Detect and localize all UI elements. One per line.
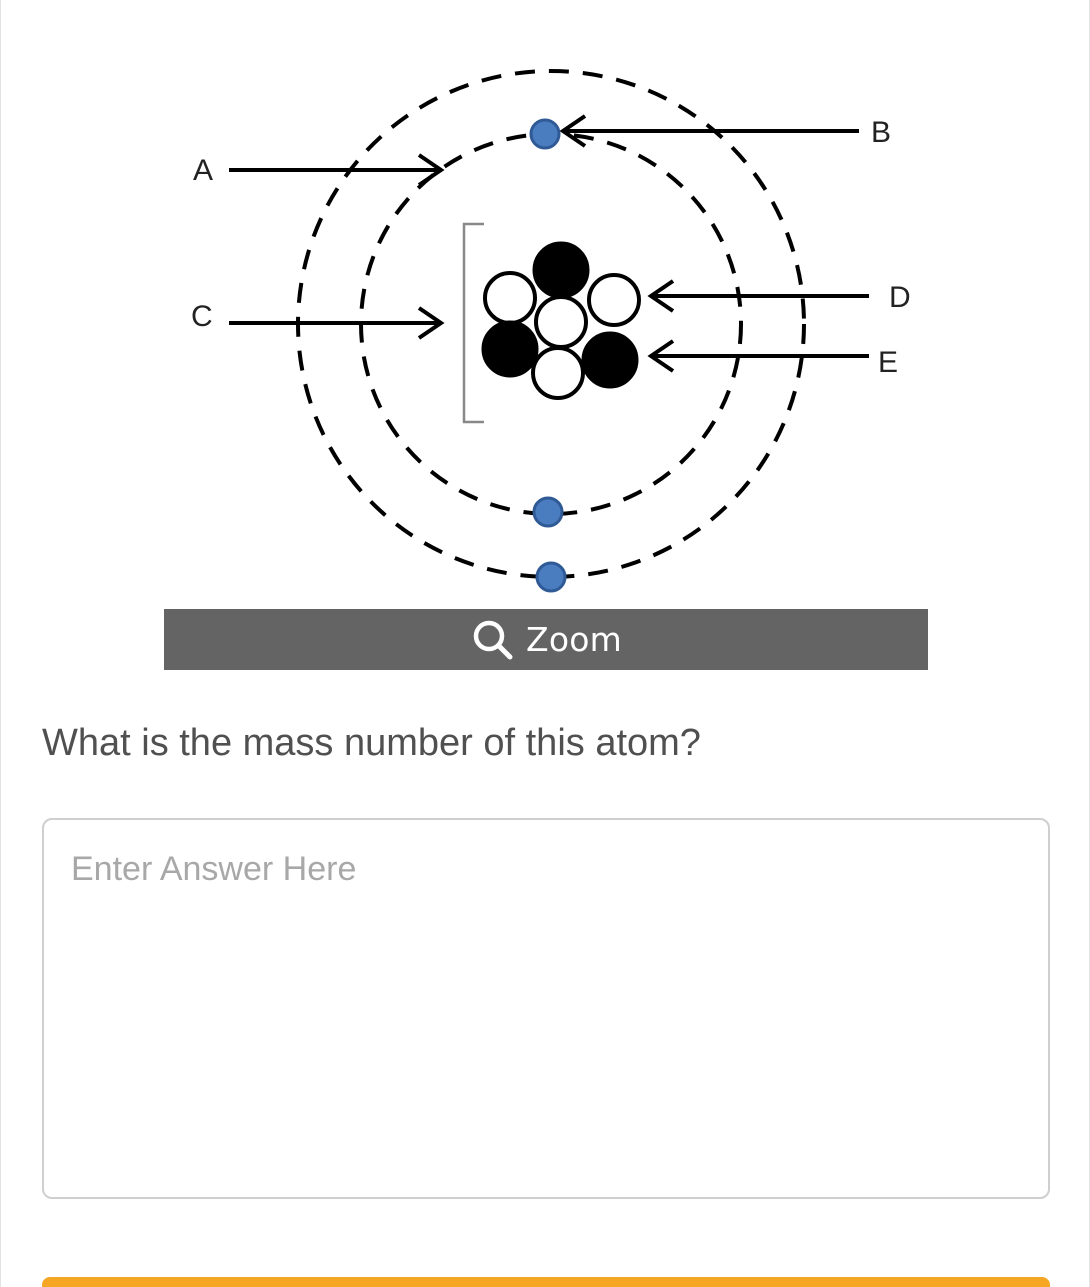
arrow-b bbox=[563, 116, 859, 146]
label-a: A bbox=[193, 154, 214, 187]
neutron bbox=[589, 275, 639, 325]
arrow-c bbox=[229, 308, 441, 338]
label-b: B bbox=[871, 116, 892, 149]
zoom-button[interactable] bbox=[164, 609, 928, 670]
proton bbox=[483, 322, 537, 376]
submit-button[interactable] bbox=[42, 1277, 1050, 1287]
answer-input[interactable] bbox=[42, 818, 1050, 1199]
label-e: E bbox=[878, 346, 899, 379]
question-text: What is the mass number of this atom? bbox=[42, 722, 701, 764]
neutron bbox=[536, 297, 586, 347]
zoom-label: Zoom bbox=[526, 620, 622, 659]
nucleus-bracket bbox=[464, 224, 484, 422]
label-d: D bbox=[889, 281, 911, 314]
magnifier-icon bbox=[470, 617, 516, 663]
electron bbox=[534, 498, 562, 526]
arrow-e bbox=[651, 341, 869, 371]
atom-diagram bbox=[1, 0, 1090, 610]
electron bbox=[537, 563, 565, 591]
neutron bbox=[485, 273, 535, 323]
atom-diagram-svg bbox=[1, 0, 1090, 610]
label-c: C bbox=[191, 300, 213, 333]
proton bbox=[534, 243, 588, 297]
arrow-d bbox=[651, 281, 869, 311]
proton bbox=[583, 333, 637, 387]
arrow-a bbox=[229, 155, 441, 185]
electron bbox=[531, 120, 559, 148]
neutron bbox=[533, 348, 583, 398]
